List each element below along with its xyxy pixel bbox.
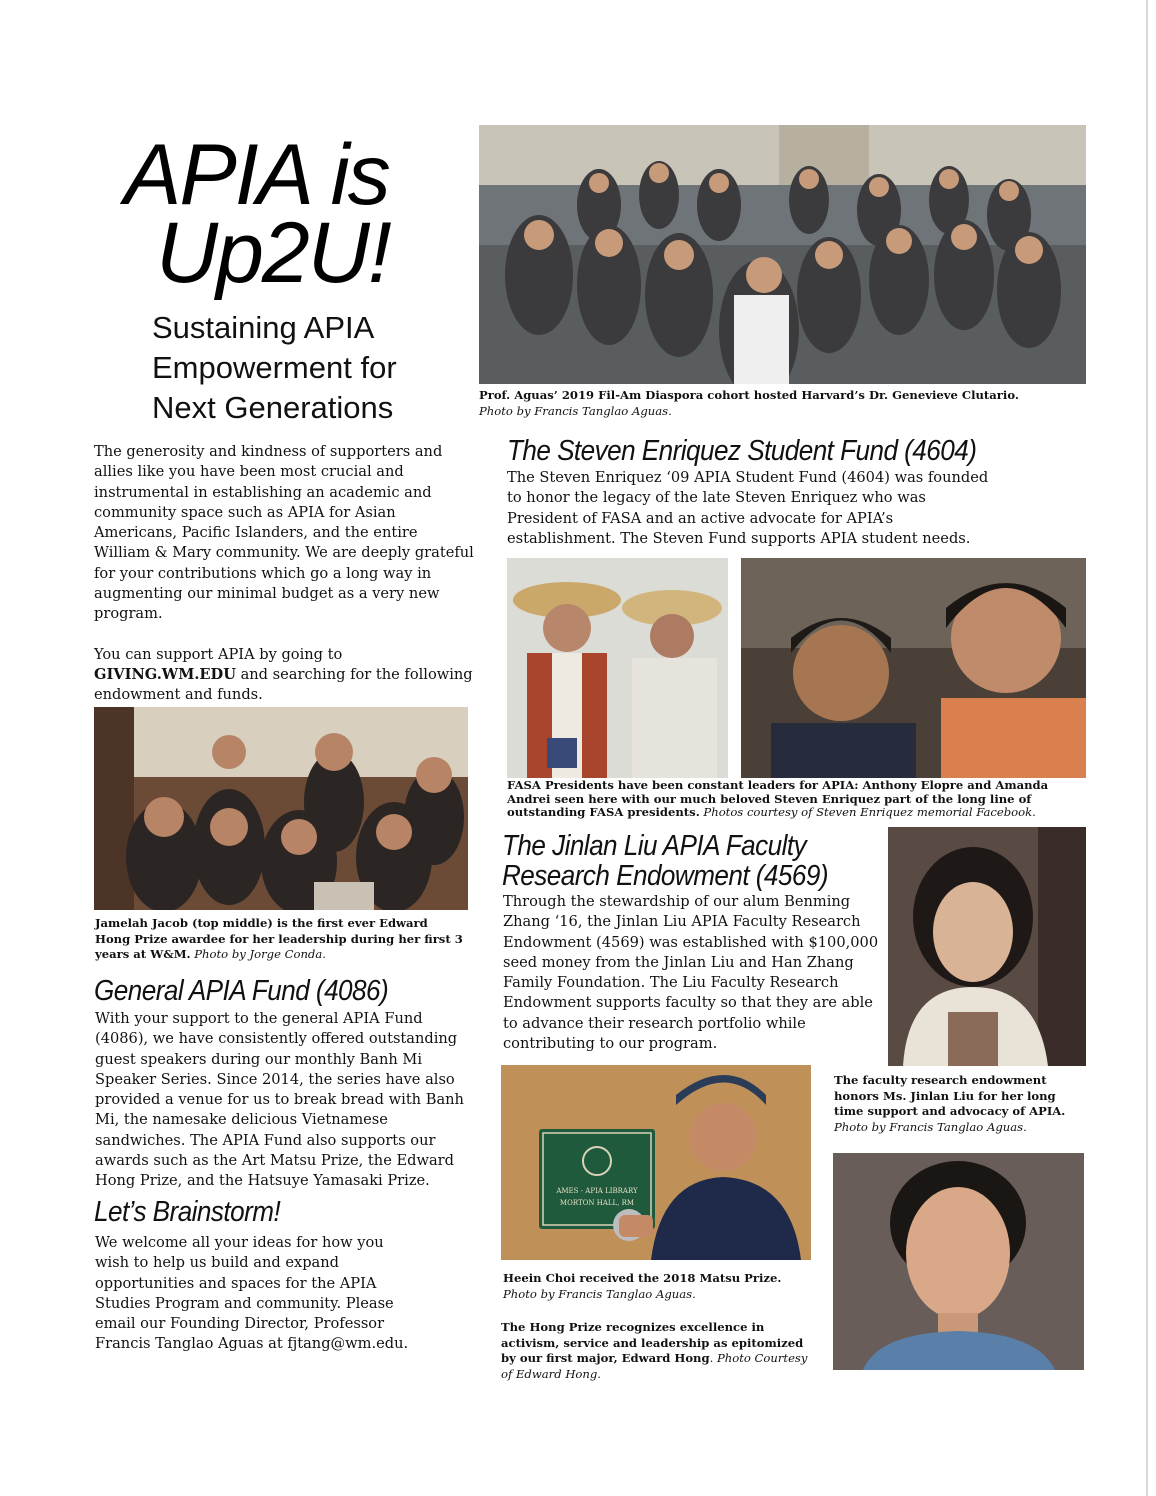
caption-credit: . Photo Courtesy of Edward Hong. <box>501 1351 808 1381</box>
sign-text-line2: MORTON HALL, RM <box>559 1199 635 1207</box>
jamelah-photo-caption <box>95 916 467 963</box>
hong-prize-group-photo <box>94 707 468 910</box>
brainstorm-heading: Let’s Brainstorm! <box>94 1196 281 1228</box>
page-edge-rule <box>1146 0 1148 1496</box>
fasa-presidents-photo <box>741 558 1086 778</box>
subtitle-line: Sustaining APIA <box>152 310 375 345</box>
support-text-end: and searching for the following endowment and funds. <box>94 665 473 704</box>
heading-line: Research Endowment (4569) <box>502 860 828 892</box>
subtitle-line: Next Generations <box>152 390 394 425</box>
support-text: You can support APIA by going to <box>94 645 343 663</box>
jinlan-fund-heading <box>502 831 828 891</box>
caption-bold: Jamelah Jacob (top middle) is the first ever Edward Hong Prize awardee for her leadership during her first 3 years at W&M. <box>95 916 463 961</box>
page-subtitle <box>152 308 397 428</box>
giving-link[interactable]: GIVING.WM.EDU <box>94 665 236 683</box>
caption-credit: Photo by Francis Tanglao Aguas. <box>503 1286 696 1301</box>
caption-bold: The Hong Prize recognizes excellence in activism, service and leadership as epitomized by our first major, Edward Hong <box>501 1320 804 1365</box>
brainstorm-body: We welcome all your ideas for how you wish to help us build and expand opportunities and spaces for the APIA Studies Program and community. Please email our Founding Director, Professor Francis Tanglao Aguas at fjtang@wm.edu. <box>95 1234 409 1353</box>
cohort-photo-caption <box>479 388 1084 419</box>
steven-fund-body: The Steven Enriquez ‘09 APIA Student Fund (4604) was founded to honor the legacy of the late Steven Enriquez who was President of FASA and an active advocate for APIA’s establishment. The Steven Fund supports APIA student needs. <box>507 469 989 547</box>
jinlan-photo-caption <box>834 1073 1086 1135</box>
intro-text <box>94 442 474 706</box>
jinlan-liu-photo <box>888 827 1086 1066</box>
caption-credit: Photo by Jorge Conda. <box>194 947 326 961</box>
caption-bold: FASA Presidents have been constant leaders for APIA: Anthony Elopre and Amanda Andrei seen here with our much beloved Steven Enriquez part of the long line of outstanding FASA presidents. <box>507 778 1049 819</box>
sign-text-line1: AMES - APIA LIBRARY <box>556 1187 638 1195</box>
caption-credit: Photos courtesy of Steven Enriquez memorial Facebook. <box>703 805 1036 819</box>
steven-fund-heading: The Steven Enriquez Student Fund (4604) <box>507 435 977 467</box>
heading-line: The Jinlan Liu APIA Faculty <box>502 830 807 862</box>
page-title-line1: APIA is <box>124 127 389 223</box>
caption-credit: Photo by Francis Tanglao Aguas. <box>479 403 672 418</box>
jinlan-fund-body: Through the stewardship of our alum Benming Zhang ‘16, the Jinlan Liu APIA Faculty Research Endowment (4569) was established with $100,000 seed money from the Jinlan Liu and Han Zhang Family Foundation. The Liu Faculty Research Endowment supports faculty so that they are able to advance their research portfolio while contributing to our program. <box>503 893 879 1053</box>
support-paragraph <box>94 645 474 706</box>
caption-bold: The faculty research endowment honors Ms. Jinlan Liu for her long time support and advocacy of APIA. <box>834 1073 1066 1118</box>
cohort-class-photo <box>479 125 1086 384</box>
heein-photo-caption <box>503 1271 808 1302</box>
hong-photo-caption <box>501 1320 816 1382</box>
caption-bold: Heein Choi received the 2018 Matsu Prize. <box>503 1271 782 1285</box>
intro-paragraph: The generosity and kindness of supporters and allies like you have been most crucial and instrumental in establishing an academic and community space such as APIA for Asian Americans, Pacific Islanders, and the entire William & Mary community. We are deeply grateful for your contributions which go a long way in augmenting our minimal budget as a very new program. <box>94 443 474 623</box>
colonial-costume-photo <box>507 558 728 778</box>
edward-hong-photo <box>833 1153 1084 1370</box>
subtitle-line: Empowerment for <box>152 350 397 385</box>
general-fund-heading: General APIA Fund (4086) <box>94 975 389 1007</box>
caption-bold: Prof. Aguas’ 2019 Fil-Am Diaspora cohort hosted Harvard’s Dr. Genevieve Clutario. <box>479 388 1019 402</box>
caption-credit: Photo by Francis Tanglao Aguas. <box>834 1119 1027 1134</box>
page-title-line2: Up2U! <box>156 205 390 301</box>
fasa-photo-caption <box>507 779 1087 820</box>
matsu-prize-photo <box>501 1065 811 1260</box>
general-fund-body: With your support to the general APIA Fund (4086), we have consistently offered outstanding guest speakers during our monthly Banh Mi Speaker Series. Since 2014, the series have also provided a venue for us to break bread with Banh Mi, the namesake delicious Vietnamese sandwiches. The APIA Fund also supports our awards such as the Art Matsu Prize, the Edward Hong Prize, and the Hatsuye Yamasaki Prize. <box>95 1010 464 1190</box>
